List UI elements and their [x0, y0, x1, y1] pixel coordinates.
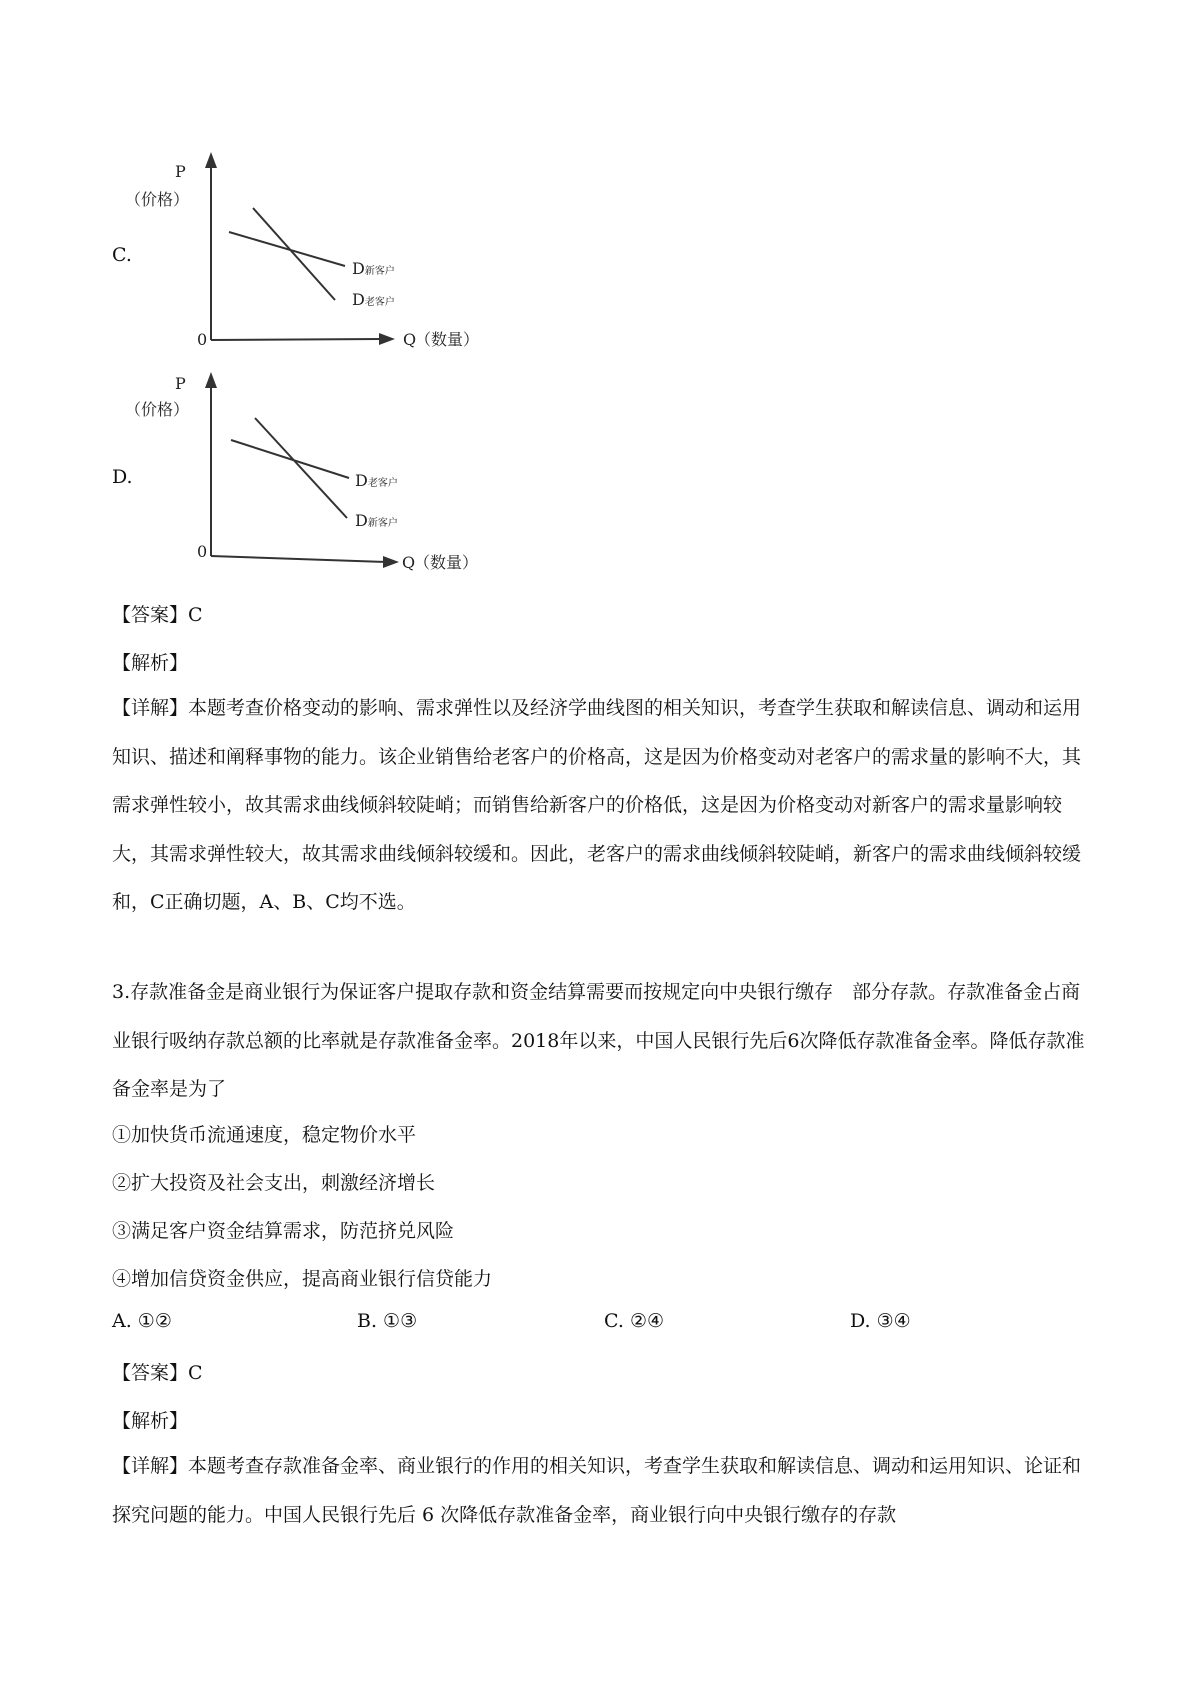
y-axis-symbol: P	[175, 162, 186, 181]
q3-item-3: ③满足客户资金结算需求，防范挤兑风险	[112, 1220, 455, 1242]
q3-stem: 3.存款准备金是商业银行为保证客户提取存款和资金结算需要而按规定向中央银行缴存 部分存款。存款准备金占商业银行吸纳存款总额的比率就是存款准备金率。2018年以来，中国人民银行先后6次降低存款准备金率。降低存款准备金率是为了	[112, 981, 1085, 1100]
figure-d-demand-curves	[125, 372, 505, 582]
y-axis-arrow	[205, 372, 217, 388]
figure-c-demand-curves	[125, 150, 505, 360]
curve-gentle-label: D新客户	[352, 259, 395, 278]
curve-steep	[253, 208, 335, 300]
q3-item-2: ②扩大投资及社会支出，刺激经济增长	[112, 1172, 436, 1194]
y-axis-label: （价格）	[125, 400, 190, 419]
q3-item-4: ④增加信贷资金供应，提高商业银行信贷能力	[112, 1268, 493, 1290]
choice-b: B. ①③	[357, 1310, 418, 1332]
q3-item-1: ①加快货币流通速度，稳定物价水平	[112, 1124, 417, 1146]
y-axis-symbol: P	[175, 374, 186, 393]
q2-detail: 【详解】本题考查价格变动的影响、需求弹性以及经济学曲线图的相关知识，考查学生获取和解读信息、调动和运用知识、描述和阐释事物的能力。该企业销售给老客户的价格高，这是因为价格变动对老客户的需求量的影响不大，其需求弹性较小，故其需求曲线倾斜较陡峭；而销售给新客户的价格低，这是因为价格变动对新客户的需求量影响较大，其需求弹性较大，故其需求曲线倾斜较缓和。因此，老客户的需求曲线倾斜较陡峭，新客户的需求曲线倾斜较缓和，C正确切题，A、B、C均不选。	[112, 697, 1082, 913]
curve-gentle	[231, 440, 349, 478]
q3-answer: 【答案】C	[112, 1362, 203, 1384]
x-axis-label: （数量）	[415, 330, 480, 349]
y-axis-arrow	[205, 152, 217, 168]
choice-c: C. ②④	[604, 1310, 665, 1332]
x-axis-symbol: Q	[402, 553, 416, 572]
option-d-label: D.	[112, 466, 133, 488]
choice-d: D. ③④	[850, 1310, 911, 1332]
curve-steep-label: D新客户	[355, 511, 398, 530]
x-axis	[211, 339, 383, 340]
q2-analysis-heading: 【解析】	[112, 652, 189, 674]
x-axis-arrow	[379, 333, 395, 345]
y-axis-label: （价格）	[125, 190, 190, 209]
q2-answer: 【答案】C	[112, 604, 203, 626]
choice-a: A. ①②	[112, 1310, 172, 1332]
curve-gentle-label: D老客户	[355, 471, 398, 490]
origin-label: 0	[197, 330, 208, 349]
x-axis	[211, 556, 387, 562]
curve-steep	[255, 418, 347, 518]
curve-steep-label: D老客户	[352, 290, 395, 309]
origin-label: 0	[197, 542, 208, 561]
q3-detail: 【详解】本题考查存款准备金率、商业银行的作用的相关知识，考查学生获取和解读信息、调动和运用知识、论证和探究问题的能力。中国人民银行先后 6 次降低存款准备金率，商业银行向中央银行缴存的存款	[112, 1455, 1082, 1526]
x-axis-arrow	[383, 556, 399, 568]
option-c-label: C.	[112, 244, 132, 266]
q3-analysis-heading: 【解析】	[112, 1410, 189, 1432]
curve-gentle	[229, 232, 345, 266]
x-axis-symbol: Q	[403, 330, 417, 349]
x-axis-label: （数量）	[414, 553, 479, 572]
